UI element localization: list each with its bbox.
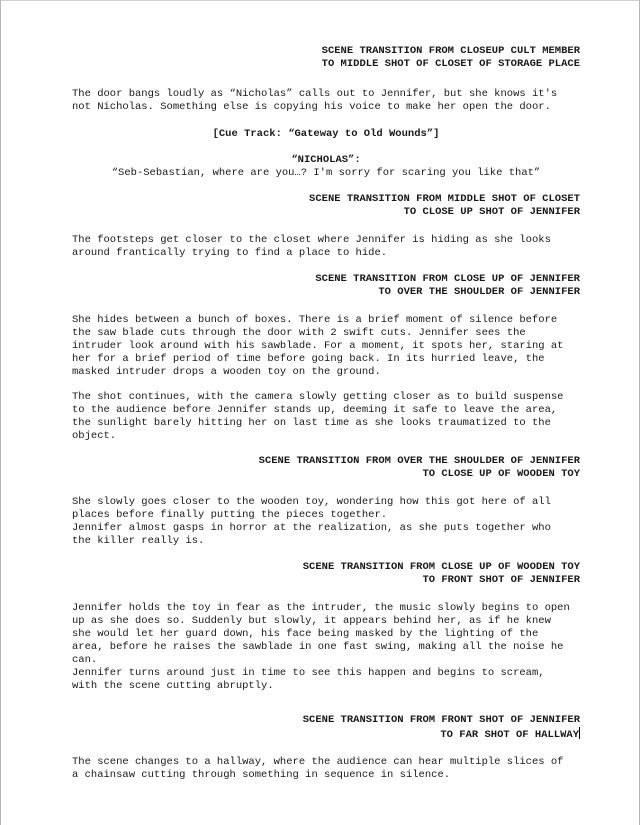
cue-track: [Cue Track: “Gateway to Old Wounds”] (212, 128, 440, 140)
scene-transition (72, 714, 580, 742)
text-cursor (579, 727, 580, 739)
transition-text: SCENE TRANSITION FROM FRONT SHOT OF JENNIFER TO FAR SHOT OF HALLWAY (302, 714, 580, 741)
action-paragraph: She hides between a bunch of boxes. There is a brief moment of silence before the saw blade cuts through the door with 2 swift cuts. Jennifer sees the intruder look around with his sawblade. For a moment, it spots her, staring at her for a brief period of time before going back. In its hurried leave, the masked intruder drops a wooden toy on the ground. (72, 314, 564, 378)
action-paragraph: The footsteps get closer to the closet where Jennifer is hiding as she looks around frantically trying to find a place to hide. (72, 234, 551, 259)
action-paragraph: Jennifer holds the toy in fear as the intruder, the music slowly begins to open up as she does so. Suddenly but slowly, it appears behind her, as if he knew she would let her guard down, his face being masked by the lighting of the area, before he raises the sawblade in one fast swing, making all the noise he can. Jennifer turns around just in time to see this happen and begins to scream, with the scene cutting abruptly. (72, 602, 570, 692)
character-name: “NICHOLAS”: (291, 154, 361, 166)
scene-transition: SCENE TRANSITION FROM CLOSEUP CULT MEMBER TO MIDDLE SHOT OF CLOSET OF STORAGE PLACE (321, 45, 580, 70)
action-paragraph: The shot continues, with the camera slowly getting closer as to build suspense to the audience before Jennifer stands up, deeming it safe to leave the area, the sunlight barely hitting her on last time as she looks traumatized to the object. (72, 391, 564, 442)
dialogue-line: “Seb-Sebastian, where are you…? I'm sorry for scaring you like that” (111, 167, 541, 179)
scene-transition: SCENE TRANSITION FROM OVER THE SHOULDER OF JENNIFER TO CLOSE UP OF WOODEN TOY (258, 455, 580, 480)
action-paragraph: The scene changes to a hallway, where the audience can hear multiple slices of a chainsaw cutting through something in sequence in silence. (72, 756, 564, 781)
action-paragraph: She slowly goes closer to the wooden toy, wondering how this got here of all places before finally putting the pieces together. Jennifer almost gasps in horror at the realization, as she puts together who the killer really is. (72, 496, 551, 547)
action-paragraph: The door bangs loudly as “Nicholas” calls out to Jennifer, but she knows it's not Nicholas. Something else is copying his voice to make her open the door. (72, 88, 558, 113)
scene-transition: SCENE TRANSITION FROM CLOSE UP OF WOODEN TOY TO FRONT SHOT OF JENNIFER (302, 561, 580, 586)
scene-transition: SCENE TRANSITION FROM MIDDLE SHOT OF CLOSET TO CLOSE UP SHOT OF JENNIFER (309, 193, 580, 218)
scene-transition: SCENE TRANSITION FROM CLOSE UP OF JENNIFER TO OVER THE SHOULDER OF JENNIFER (315, 273, 580, 298)
